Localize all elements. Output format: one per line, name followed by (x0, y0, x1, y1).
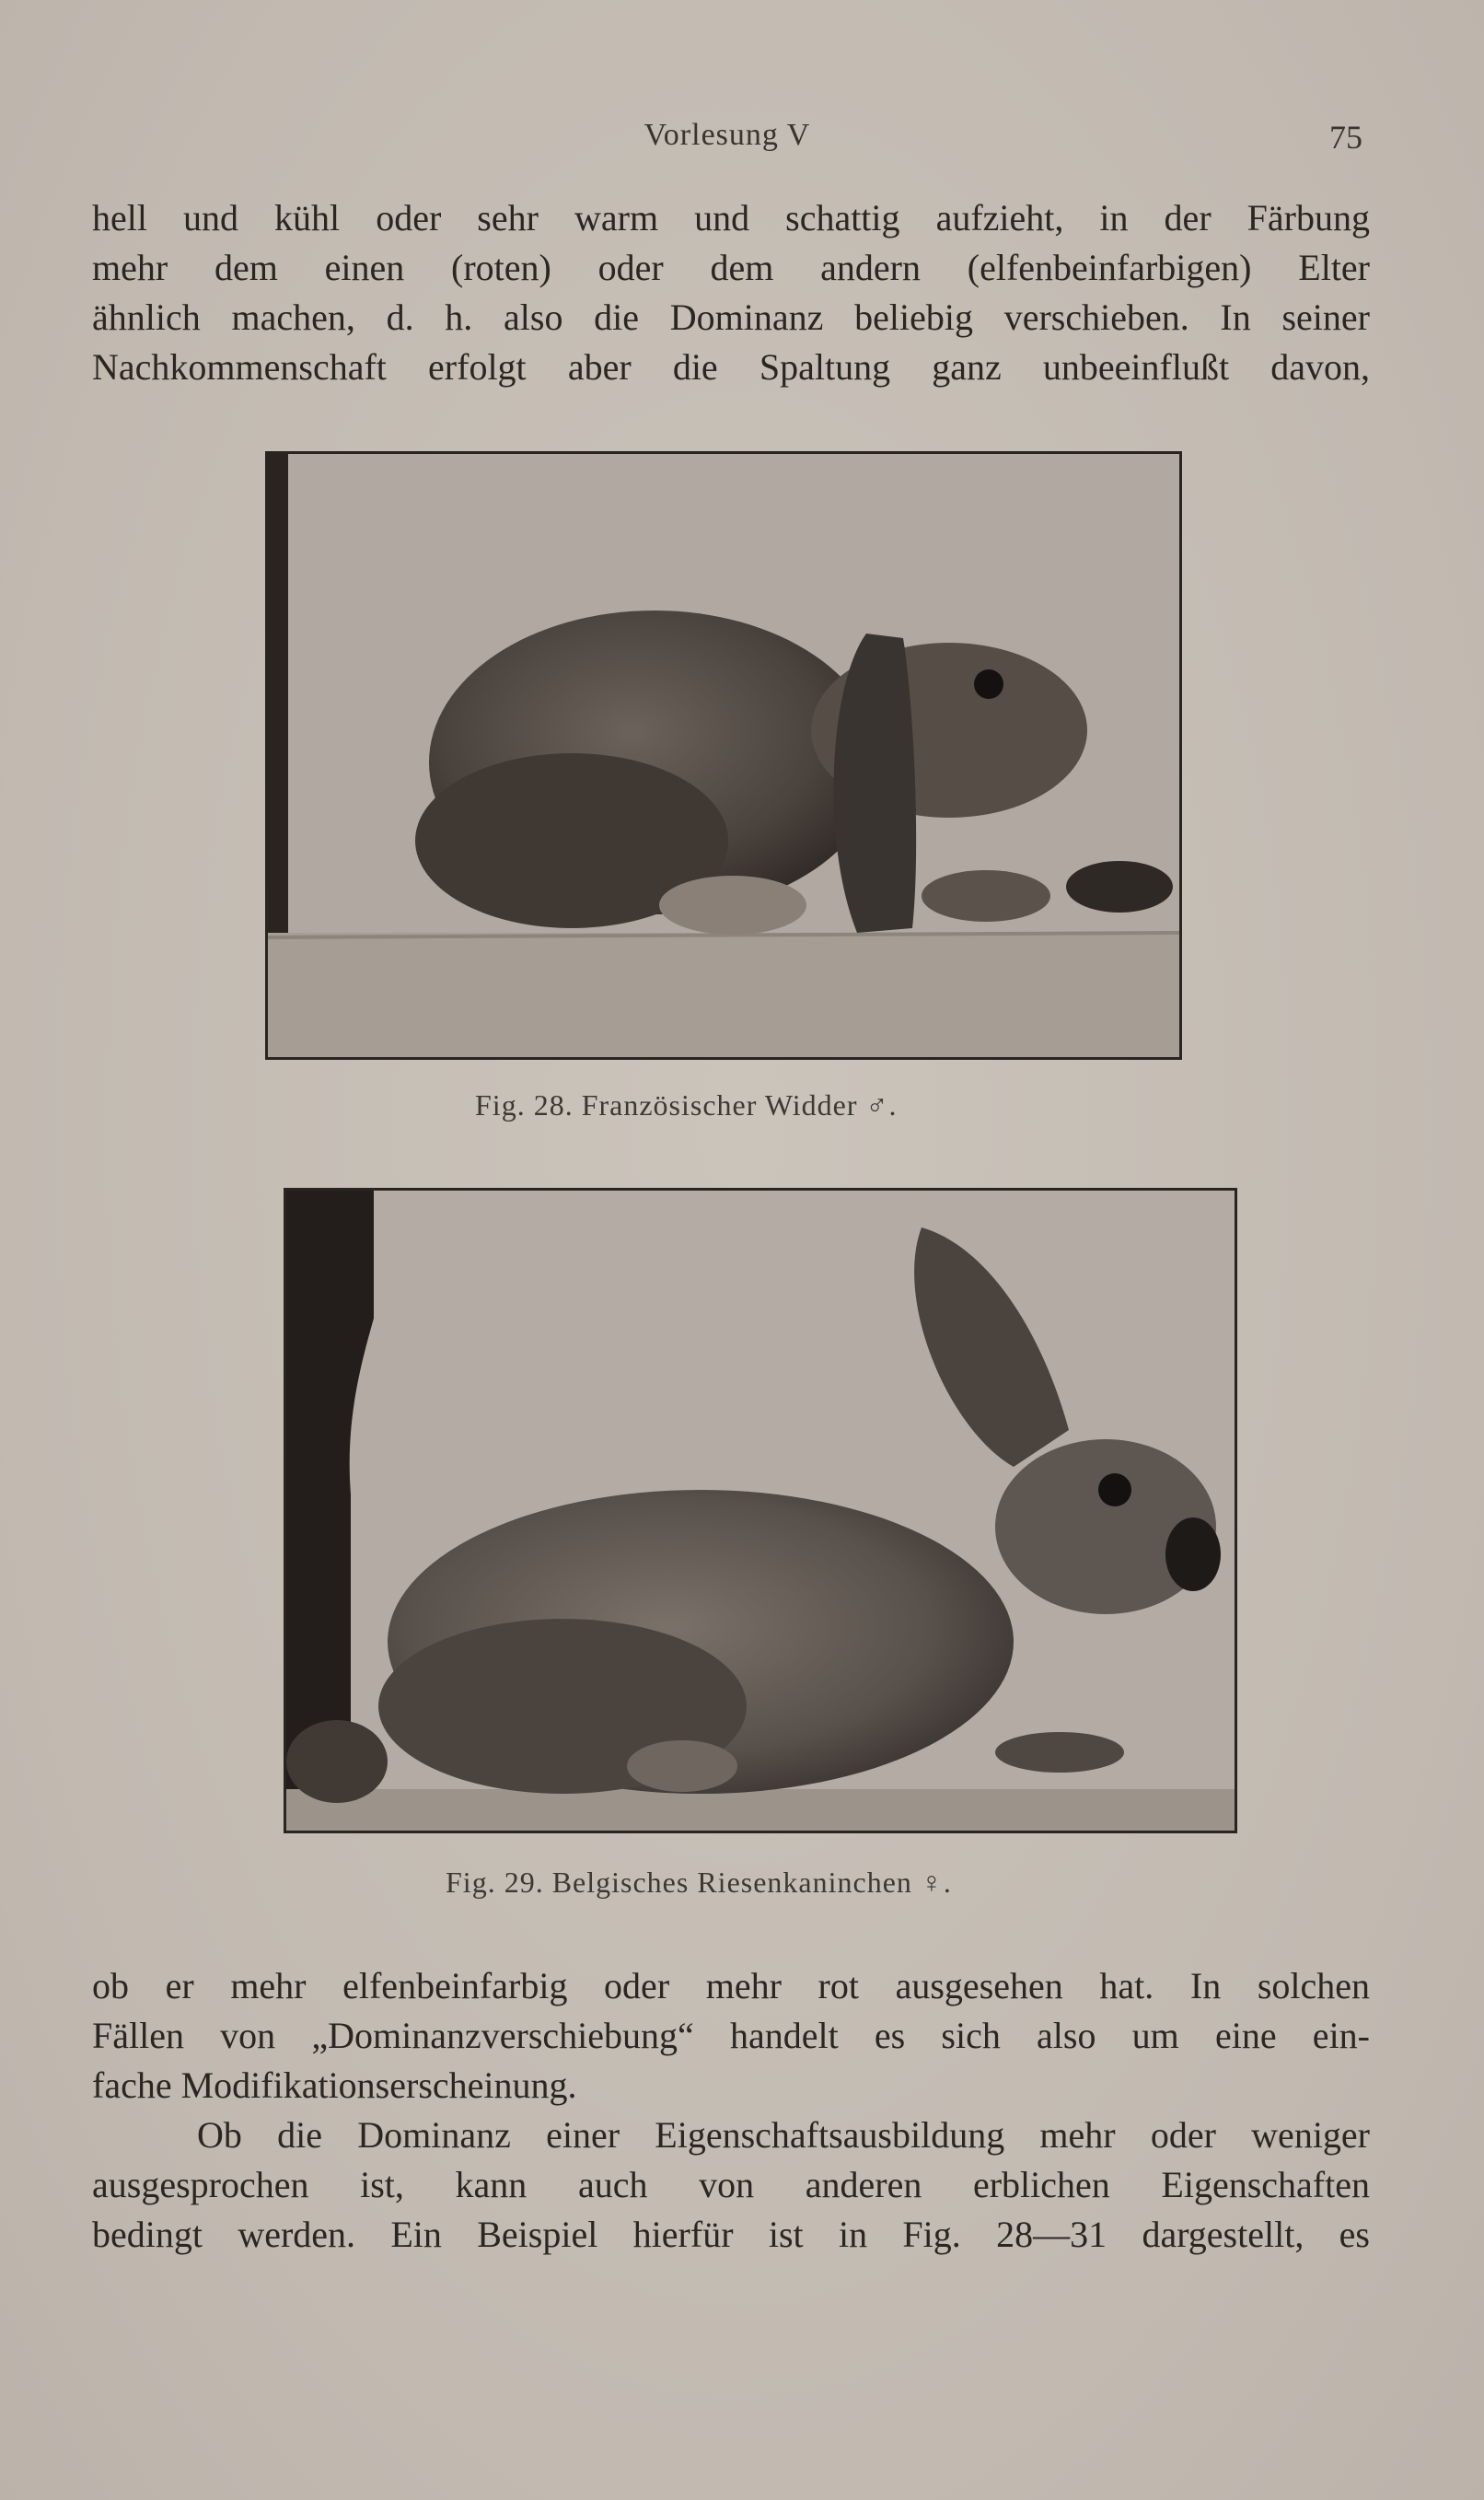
text-line: mehr dem einen (roten) oder dem andern (elfenbeinfarbigen) Elter (92, 247, 1370, 288)
paragraph-next (92, 2110, 1370, 2260)
text-line: Nachkommenschaft erfolgt aber die Spaltung ganz unbeeinflußt davon, (92, 346, 1370, 388)
text-line: fache Modifikationserscheinung. (92, 2064, 577, 2106)
text-line: bedingt werden. Ein Beispiel hierfür ist in Fig. 28—31 dargestellt, es (92, 2214, 1370, 2255)
page-number: 75 (1329, 119, 1362, 156)
text-line: Ob die Dominanz einer Eigenschaftsausbildung mehr oder weniger (197, 2114, 1370, 2156)
page-header (92, 118, 1362, 164)
figure-28-photo (265, 451, 1182, 1060)
text-line: Fällen von „Dominanzverschiebung“ handelt es sich also um eine ein- (92, 2015, 1370, 2056)
text-line: ob er mehr elfenbeinfarbig oder mehr rot ausgesehen hat. In solchen (92, 1965, 1370, 2006)
text-line: ausgesprochen ist, kann auch von anderen erblichen Eigenschaften (92, 2164, 1370, 2205)
figure-29-photo (284, 1188, 1237, 1833)
paragraph-bottom (92, 1961, 1370, 2110)
giant-rabbit-illustration (286, 1191, 1235, 1831)
figure-28-caption: Fig. 28. Französischer Widder ♂. (475, 1088, 898, 1122)
figure-29-caption: Fig. 29. Belgisches Riesenkaninchen ♀. (446, 1866, 952, 1899)
paragraph-top (92, 193, 1370, 392)
lop-rabbit-illustration (268, 454, 1179, 1057)
text-line: hell und kühl oder sehr warm und schattig aufzieht, in der Färbung (92, 197, 1370, 238)
text-line: ähnlich machen, d. h. also die Dominanz beliebig verschieben. In seiner (92, 297, 1370, 338)
running-title: Vorlesung V (643, 118, 811, 152)
